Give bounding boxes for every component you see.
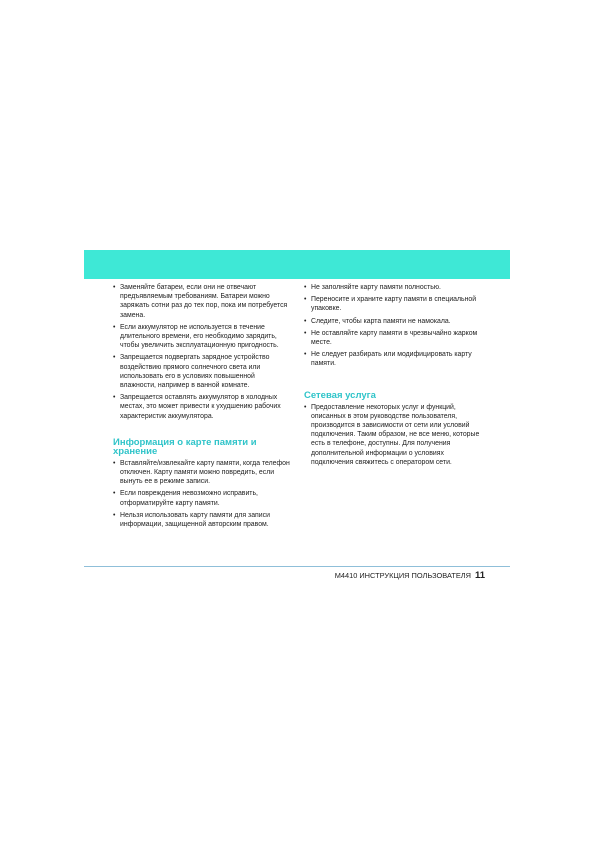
- list-item: • Не следует разбирать или модифицировать карту памяти.: [304, 351, 472, 368]
- bullet-icon: •: [304, 284, 307, 291]
- list-item: • Предоставление некоторых услуг и функций, описанных в этом руководстве пользователя, производится в зависимости от сети или условий подключения. Таким образом, не все меню, которые есть в телефоне, доступны. Для получения дополнительной информации о условиях подключения свяжитесь с оператором сети.: [304, 403, 480, 466]
- bullet-icon: •: [304, 403, 307, 411]
- header-banner: [84, 250, 510, 279]
- memory-card-list: [113, 459, 291, 529]
- bullet-icon: •: [113, 511, 116, 519]
- network-service-list: [304, 403, 484, 467]
- memory-card-heading: Информация о карте памяти и хранение: [113, 436, 257, 457]
- list-item: • Вставляйте/извлекайте карту памяти, когда телефон отключен. Карту памяти можно повредить, если вынуть ее в режиме записи.: [113, 459, 290, 486]
- footer-divider: [84, 566, 510, 567]
- list-item: • Заменяйте батареи, если они не отвечают предъявляемым требованиям. Батареи можно заряжать сотни раз до тех пор, пока им потребуется замена.: [113, 284, 288, 319]
- bullet-icon: •: [113, 459, 116, 467]
- manual-title: M4410 ИНСТРУКЦИЯ ПОЛЬЗОВАТЕЛЯ: [334, 571, 471, 580]
- list-item: • Запрещается подвергать зарядное устройство воздействию прямого солнечного света или использовать его в условиях повышенной влажности, например в ванной комнате.: [113, 354, 270, 390]
- bullet-icon: •: [113, 284, 116, 291]
- list-item: • Не заполняйте карту памяти полностью.: [304, 284, 441, 291]
- bullet-icon: •: [304, 351, 307, 359]
- list-item: • Следите, чтобы карта памяти не намокала.: [304, 317, 451, 325]
- list-item: • Нельзя использовать карту памяти для записи информации, защищенной авторским правом.: [113, 511, 270, 529]
- bullet-icon: •: [304, 329, 307, 337]
- bullet-icon: •: [113, 323, 116, 331]
- memory-card-list-continued: [304, 283, 484, 369]
- list-item: • Не оставляйте карту памяти в чрезвычайно жарком месте.: [304, 329, 478, 347]
- battery-list: [113, 283, 291, 421]
- list-item: • Если повреждения невозможно исправить, отформатируйте карту памяти.: [113, 490, 258, 507]
- left-column: [113, 283, 291, 532]
- bullet-icon: •: [113, 354, 116, 362]
- bullet-icon: •: [304, 317, 307, 325]
- page-footer: [335, 570, 485, 582]
- list-item: • Запрещается оставлять аккумулятор в холодных местах, это может привести к ухудшению рабочих характеристик аккумулятора.: [113, 394, 281, 420]
- bullet-icon: •: [113, 394, 116, 402]
- list-item: • Если аккумулятор не используется в течение длительного времени, его необходимо зарядить, чтобы увеличить эксплуатационную пригодность.: [113, 323, 279, 350]
- bullet-icon: •: [304, 296, 307, 304]
- bullet-icon: •: [113, 490, 116, 498]
- list-item: • Переносите и храните карту памяти в специальной упаковке.: [304, 296, 477, 313]
- network-service-heading: Сетевая услуга: [304, 389, 376, 401]
- page-number: 11: [474, 570, 485, 581]
- right-column: [304, 283, 484, 470]
